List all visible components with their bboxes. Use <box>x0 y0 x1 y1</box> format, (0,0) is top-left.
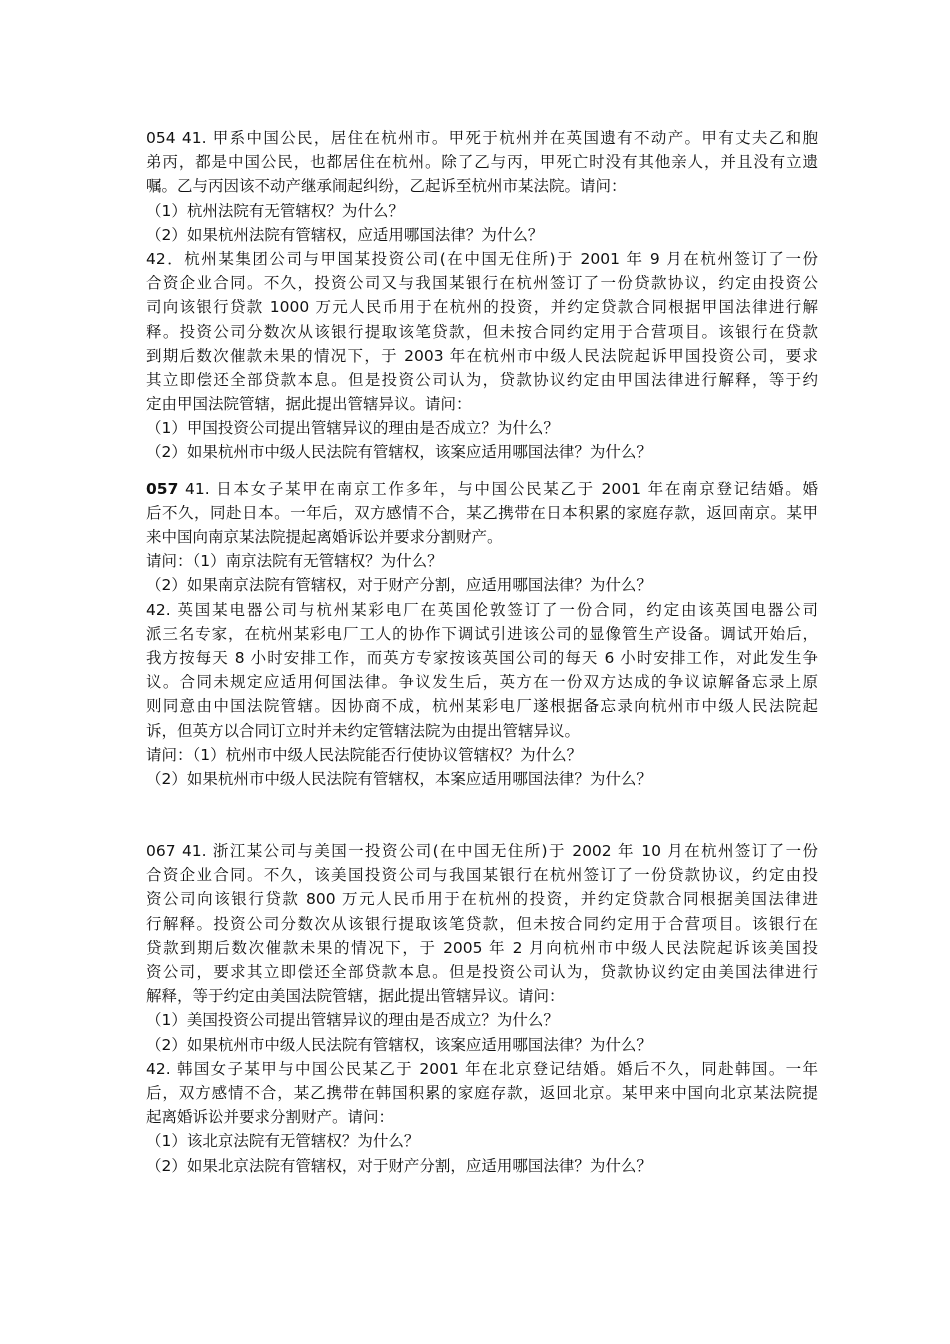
paragraph-line: 42. 英国某电器公司与杭州某彩电厂在英国伦敦签订了一份合同，约定由该英国电器公司 <box>146 600 818 619</box>
question-42 <box>146 247 818 465</box>
paragraph-line: 后，双方感情不合，某乙携带在韩国积累的家庭存款，返回北京。某甲来中国向北京某法院提 <box>146 1083 818 1102</box>
paragraph-line: 解释，等于约定由美国法院管辖，据此提出管辖异议。请问： <box>146 987 565 1006</box>
paragraph-line: 释。投资公司分数次从该银行提取该笔贷款，但未按合同约定用于合营项目。该银行在贷款 <box>146 322 818 341</box>
question-41 <box>146 839 818 1057</box>
sub-question: （1）杭州法院有无管辖权？为什么？ <box>146 201 404 220</box>
paragraph-line: 派三名专家，在杭州某彩电厂工人的协作下调试引进该公司的显像管生产设备。调试开始后， <box>146 624 818 643</box>
section-054 <box>146 126 818 465</box>
paragraph-line: 42. 韩国女子某甲与中国公民某乙于 2001 年在北京登记结婚。婚后不久，同赴韩国。一年 <box>146 1059 818 1078</box>
paragraph-line: 067 41. 浙江某公司与美国一投资公司(在中国无住所)于 2002 年 10 月在杭州签订了一份 <box>146 842 818 861</box>
sub-question: （1）该北京法院有无管辖权？为什么？ <box>146 1132 420 1151</box>
paragraph-line: 行解释。投资公司分数次从该银行提取该笔贷款，但未按合同约定用于合营项目。该银行在 <box>146 914 818 933</box>
sub-question: （1）甲国投资公司提出管辖异议的理由是否成立？为什么？ <box>146 419 559 438</box>
paragraph-line: 合资企业合同。不久，投资公司又与我国某银行在杭州签订了一份贷款协议，约定由投资公 <box>146 274 818 293</box>
sub-question: （1）美国投资公司提出管辖异议的理由是否成立？为什么？ <box>146 1011 559 1030</box>
paragraph-line: 到期后数次催款未果的情况下，于 2003 年在杭州市中级人民法院起诉甲国投资公司，要求 <box>146 346 818 365</box>
section-code: 054 <box>146 129 176 147</box>
section-067 <box>146 839 818 1178</box>
question-42 <box>146 598 818 792</box>
paragraph-line: 后不久，同赴日本。一年后，双方感情不合，某乙携带在日本积累的家庭存款，返回南京。某甲 <box>146 503 818 522</box>
paragraph-line: 42．杭州某集团公司与甲国某投资公司(在中国无住所)于 2001 年 9 月在杭州签订了一份 <box>146 249 818 268</box>
sub-question: （2）如果杭州市中级人民法院有管辖权，该案应适用哪国法律？为什么？ <box>146 443 652 462</box>
paragraph-line: 054 41. 甲系中国公民，居住在杭州市。甲死于杭州并在英国遗有不动产。甲有丈夫乙和胞 <box>146 129 818 147</box>
paragraph-line: 我方按每天 8 小时安排工作，而英方专家按该英国公司的每天 6 小时安排工作，对此发生争 <box>146 648 818 667</box>
question-41 <box>146 126 818 247</box>
document-body <box>146 126 818 1178</box>
question-41 <box>146 477 818 598</box>
paragraph-line: 起离婚诉讼并要求分割财产。请问： <box>146 1108 395 1127</box>
section-code: 057 <box>146 479 179 498</box>
paragraph-line: 贷款到期后数次催款未果的情况下，于 2005 年 2 月向杭州市中级人民法院起诉该美国投 <box>146 938 818 957</box>
question-42 <box>146 1057 818 1178</box>
section-code: 067 <box>146 842 176 861</box>
section-spacer <box>146 465 818 477</box>
section-057 <box>146 477 818 791</box>
paragraph-line: 其立即偿还全部贷款本息。但是投资公司认为，贷款协议约定由甲国法律进行解释，等于约 <box>146 370 818 389</box>
paragraph-line: 来中国向南京某法院提起离婚诉讼并要求分割财产。 <box>146 528 503 546</box>
section-spacer <box>146 791 818 839</box>
paragraph-line: 资公司向该银行贷款 800 万元人民币用于在杭州的投资，并约定贷款合同根据美国法律进 <box>146 890 818 909</box>
paragraph-line: 则同意由中国法院管辖。因协商不成，杭州某彩电厂遂根据备忘录向杭州市中级人民法院起 <box>146 697 818 716</box>
sub-question: （2）如果杭州市中级人民法院有管辖权，该案应适用哪国法律？为什么？ <box>146 1035 652 1054</box>
sub-question: 请问：（1）杭州市中级人民法院能否行使协议管辖权？为什么？ <box>146 745 583 764</box>
paragraph-line: 诉，但英方以合同订立时并未约定管辖法院为由提出管辖异议。 <box>146 721 581 740</box>
sub-question: （2）如果杭州法院有管辖权，应适用哪国法律？为什么？ <box>146 225 544 244</box>
paragraph-line: 057 41. 日本女子某甲在南京工作多年，与中国公民某乙于 2001 年在南京登记结婚。婚 <box>146 479 818 498</box>
paragraph-line: 议。合同未规定应适用何国法律。争议发生后，英方在一份双方达成的争议谅解备忘录上原 <box>146 673 818 692</box>
paragraph-line: 嘱。乙与丙因该不动产继承闹起纠纷，乙起诉至杭州市某法院。请问： <box>146 177 627 196</box>
paragraph-line: 合资企业合同。不久，该美国投资公司与我国某银行在杭州签订了一份贷款协议，约定由投 <box>146 866 818 885</box>
paragraph-line: 定由甲国法院管辖，据此提出管辖异议。请问： <box>146 395 472 414</box>
sub-question: （2）如果北京法院有管辖权，对于财产分割，应适用哪国法律？为什么？ <box>146 1156 652 1175</box>
sub-question: 请问：（1）南京法院有无管辖权？为什么？ <box>146 552 443 571</box>
paragraph-line: 弟丙，都是中国公民，也都居住在杭州。除了乙与丙，甲死亡时没有其他亲人，并且没有立遗 <box>146 153 818 172</box>
sub-question: （2）如果南京法院有管辖权，对于财产分割，应适用哪国法律？为什么？ <box>146 576 652 595</box>
sub-question: （2）如果杭州市中级人民法院有管辖权，本案应适用哪国法律？为什么？ <box>146 769 652 788</box>
paragraph-line: 资公司，要求其立即偿还全部贷款本息。但是投资公司认为，贷款协议约定由美国法律进行 <box>146 963 818 981</box>
paragraph-line: 司向该银行贷款 1000 万元人民币用于在杭州的投资，并约定贷款合同根据甲国法律进行解 <box>146 298 818 317</box>
